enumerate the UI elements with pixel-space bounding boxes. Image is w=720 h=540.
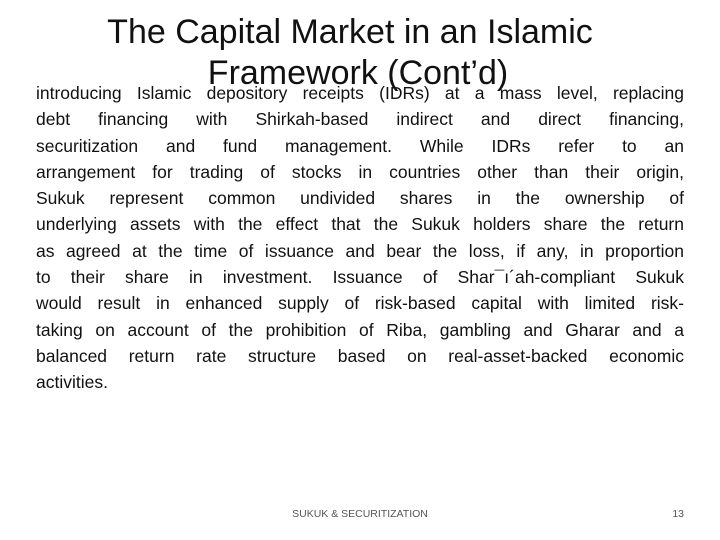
body-line: activities. (36, 372, 108, 393)
body-line: Sukuk represent common undivided shares in the ownership of (36, 188, 684, 209)
body-line: underlying assets with the effect that the Sukuk holders share the return (36, 214, 684, 235)
slide-body-text (36, 80, 684, 396)
body-line: balanced return rate structure based on real-asset-backed economic (36, 345, 684, 366)
slide-title-line-2: Framework (Cont’d) (207, 54, 509, 92)
body-line: would result in enhanced supply of risk-based capital with limited risk- (36, 293, 684, 314)
slide-title-line-1: The Capital Market in an Islamic (107, 13, 593, 51)
body-line: introducing Islamic depository receipts (IDRs) at a mass level, replacing (36, 83, 684, 103)
body-line: debt financing with Shirkah-based indirect and direct financing, (36, 109, 684, 130)
body-line: arrangement for trading of stocks in countries other than their origin, (36, 161, 684, 182)
body-line: taking on account of the prohibition of Riba, gambling and Gharar and a (36, 319, 684, 340)
footer-text: SUKUK & SECURITIZATION (292, 508, 428, 520)
page-number: 13 (672, 508, 684, 520)
body-line: as agreed at the time of issuance and bear the loss, if any, in proportion (36, 240, 684, 261)
body-line: to their share in investment. Issuance of Shar¯ı´ah-compliant Sukuk (36, 267, 684, 288)
body-line: securitization and fund management. While IDRs refer to an (36, 135, 684, 156)
